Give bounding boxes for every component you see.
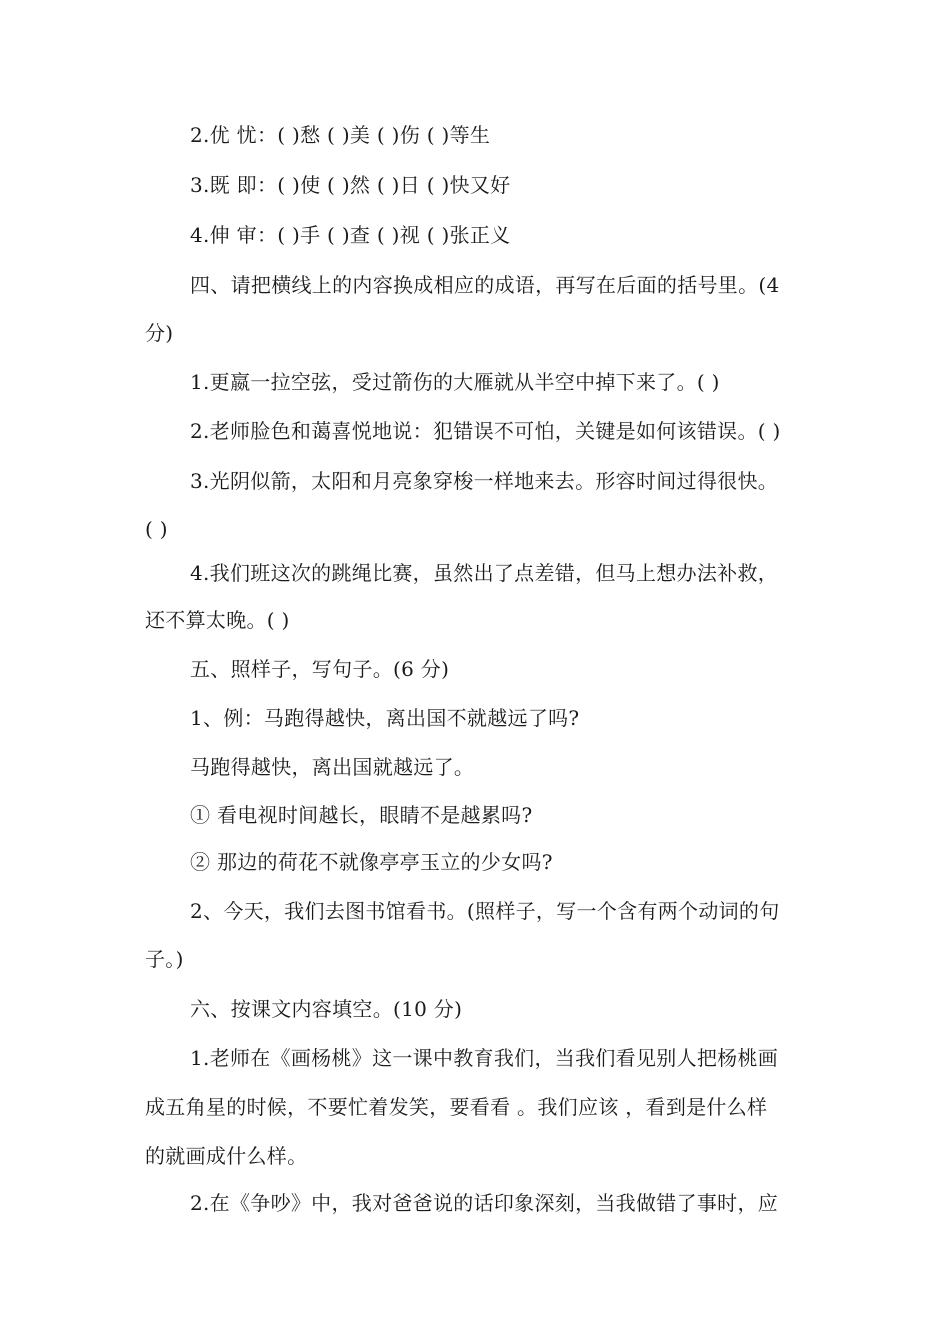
section-heading: 四、请把横线上的内容换成相应的成语，再写在后面的括号里。(4 (190, 273, 780, 297)
text-line: ② 那边的荷花不就像亭亭玉立的少女吗? (190, 850, 553, 874)
text-line: 2、今天，我们去图书馆看书。(照样子，写一个含有两个动词的句 (190, 899, 780, 923)
text-line: 还不算太晚。( ) (145, 608, 290, 632)
section-heading: 六、按课文内容填空。(10 分) (190, 997, 463, 1021)
text-line: 4.伸 审：( )手 ( )查 ( )视 ( )张正义 (190, 223, 511, 247)
text-line: 4.我们班这次的跳绳比赛，虽然出了点差错，但马上想办法补救， (190, 561, 779, 585)
text-line: 分) (145, 321, 174, 345)
text-line: ① 看电视时间越长，眼睛不是越累吗? (190, 803, 533, 827)
text-line: 1.更嬴一拉空弦，受过箭伤的大雁就从半空中掉下来了。( ) (190, 370, 720, 394)
text-line: 的就画成什么样。 (145, 1144, 308, 1168)
text-line: 马跑得越快，离出国就越远了。 (190, 755, 475, 779)
text-line: 3.既 即：( )使 ( )然 ( )日 ( )快又好 (190, 173, 511, 197)
text-line: 2.在《争吵》中，我对爸爸说的话印象深刻，当我做错了事时，应 (190, 1191, 779, 1215)
text-line: 3.光阴似箭，太阳和月亮象穿梭一样地来去。形容时间过得很快。 (190, 469, 779, 493)
text-line: 成五角星的时候，不要忙着发笑，要看看 。我们应该 ，看到是什么样 (145, 1095, 768, 1119)
text-line: 2.老师脸色和蔼喜悦地说：犯错误不可怕，关键是如何该错误。( ) (190, 419, 781, 443)
text-line: 2.优 忧：( )愁 ( )美 ( )伤 ( )等生 (190, 123, 491, 147)
text-line: ( ) (145, 517, 168, 541)
section-heading: 五、照样子，写句子。(6 分) (190, 657, 450, 681)
text-line: 1、例：马跑得越快，离出国不就越远了吗? (190, 706, 580, 730)
text-line: 1.老师在《画杨桃》这一课中教育我们，当我们看见别人把杨桃画 (190, 1046, 779, 1070)
text-line: 子。) (145, 947, 184, 971)
